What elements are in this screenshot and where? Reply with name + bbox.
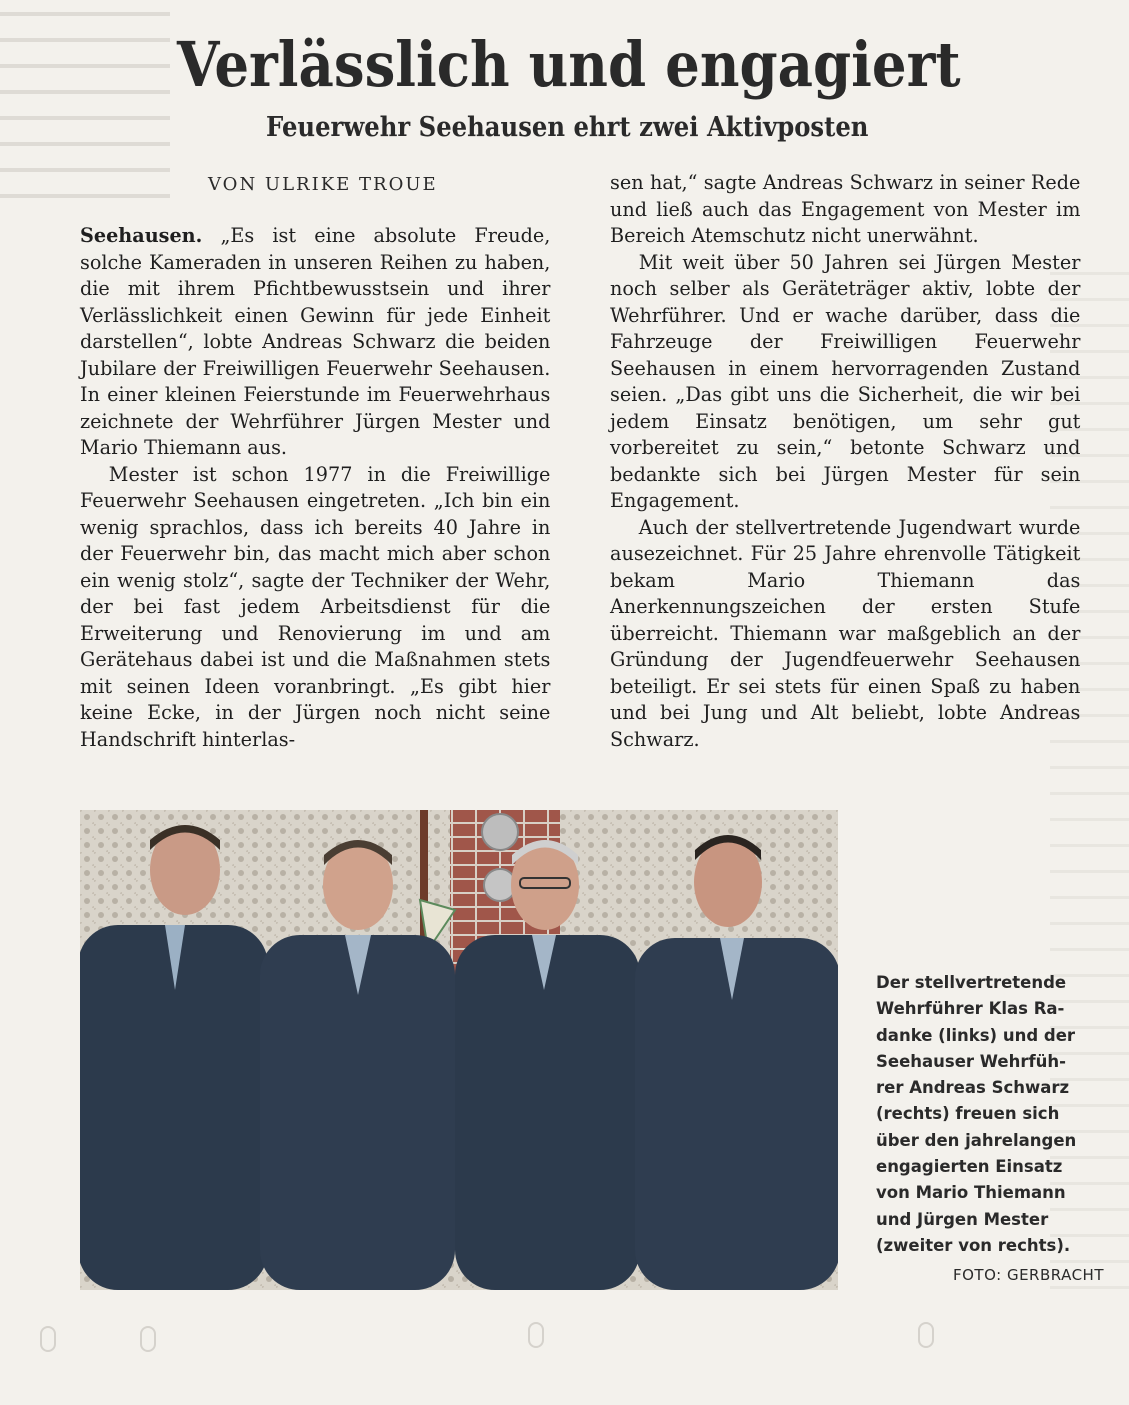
- group-photo: [80, 810, 838, 1290]
- caption-line: und Jürgen Mester: [876, 1209, 1049, 1229]
- article-column-right: [610, 169, 1080, 752]
- staple-mark: [528, 1322, 544, 1348]
- photo-caption: [876, 970, 1106, 1259]
- caption-line: rer Andreas Schwarz: [876, 1078, 1070, 1098]
- photo-illustration: [80, 810, 838, 1290]
- caption-line: über den jahrelangen: [876, 1130, 1077, 1150]
- headline: Verlässlich und engagiert: [176, 28, 961, 101]
- byline: VON ULRIKE TROUE: [208, 174, 438, 195]
- caption-line: Wehrführer Klas Ra-: [876, 999, 1065, 1019]
- caption-line: Seehauser Wehrfüh-: [876, 1051, 1066, 1071]
- paragraph-text: „Es ist eine absolute Freude, solche Kameraden in unseren Reihen zu haben, die mit ihrem Pfichtbewusstsein und ihrer Verlässlichkeit einen Gewinn für jede Einheit darstellen“, lobte Andreas Schwarz die beiden Jubilare der Freiwilligen Feuerwehr Seehausen. In einer kleinen Feierstunde im Feuerwehrhaus zeichnete der Wehrführer Jürgen Mester und Mario Thiemann aus.: [80, 223, 551, 459]
- subheadline: Feuerwehr Seehausen ehrt zwei Aktivposten: [266, 112, 869, 143]
- caption-line: (zweiter von rechts).: [876, 1235, 1071, 1255]
- dateline: Seehausen.: [80, 223, 203, 247]
- paragraph: Mester ist schon 1977 in die Freiwillige Feuerwehr Seehausen eingetreten. „Ich bin ein wenig sprachlos, dass ich bereits 40 Jahre in der Feuerwehr bin, das macht mich aber schon ein wenig stolz“, sagte der Techniker der Wehr, der bei fast jedem Arbeitsdienst für die Erweiterung und Renovierung im und am Gerätehaus dabei ist und die Maßnahmen stets mit seinen Ideen voranbringt. „Es gibt hier keine Ecke, in der Jürgen noch nicht seine Handschrift hinterlas-: [80, 461, 551, 751]
- caption-line: engagierten Einsatz: [876, 1157, 1063, 1177]
- caption-line: danke (links) und der: [876, 1025, 1076, 1045]
- paragraph: sen hat,“ sagte Andreas Schwarz in seiner Rede und ließ auch das Engagement von Mester im Bereich Atemschutz nicht unerwähnt.: [610, 170, 1081, 247]
- photo-credit: FOTO: GERBRACHT: [952, 1266, 1104, 1284]
- caption-line: (rechts) freuen sich: [876, 1104, 1060, 1124]
- staple-mark: [140, 1326, 156, 1352]
- paragraph: Auch der stellvertretende Jugendwart wurde ausezeichnet. Für 25 Jahre ehrenvolle Tätigkeit bekam Mario Thiemann das Anerkennungszeichen der ersten Stufe überreicht. Thiemann war maßgeblich an der Gründung der Jugendfeuerwehr Seehausen beteiligt. Er sei stets für einen Spaß zu haben und bei Jung und Alt beliebt, lobte Andreas Schwarz.: [610, 514, 1081, 751]
- article-column-left: [80, 222, 550, 752]
- caption-line: von Mario Thiemann: [876, 1183, 1066, 1203]
- staple-mark: [918, 1322, 934, 1348]
- caption-line: Der stellvertretende: [876, 973, 1067, 992]
- paragraph: [80, 222, 550, 461]
- paragraph: Mit weit über 50 Jahren sei Jürgen Mester noch selber als Geräteträger aktiv, lobte der Wehrführer. Und er wache darüber, dass die Fahrzeuge der Freiwilligen Feuerwehr Seehausen in einem hervorragenden Zustand seien. „Das gibt uns die Sicherheit, die wir bei jedem Einsatz benötigen, um sehr gut vorbereitet zu sein,“ betonte Schwarz und bedankte sich bei Jürgen Mester für sein Engagement.: [610, 249, 1081, 512]
- staple-mark: [40, 1326, 56, 1352]
